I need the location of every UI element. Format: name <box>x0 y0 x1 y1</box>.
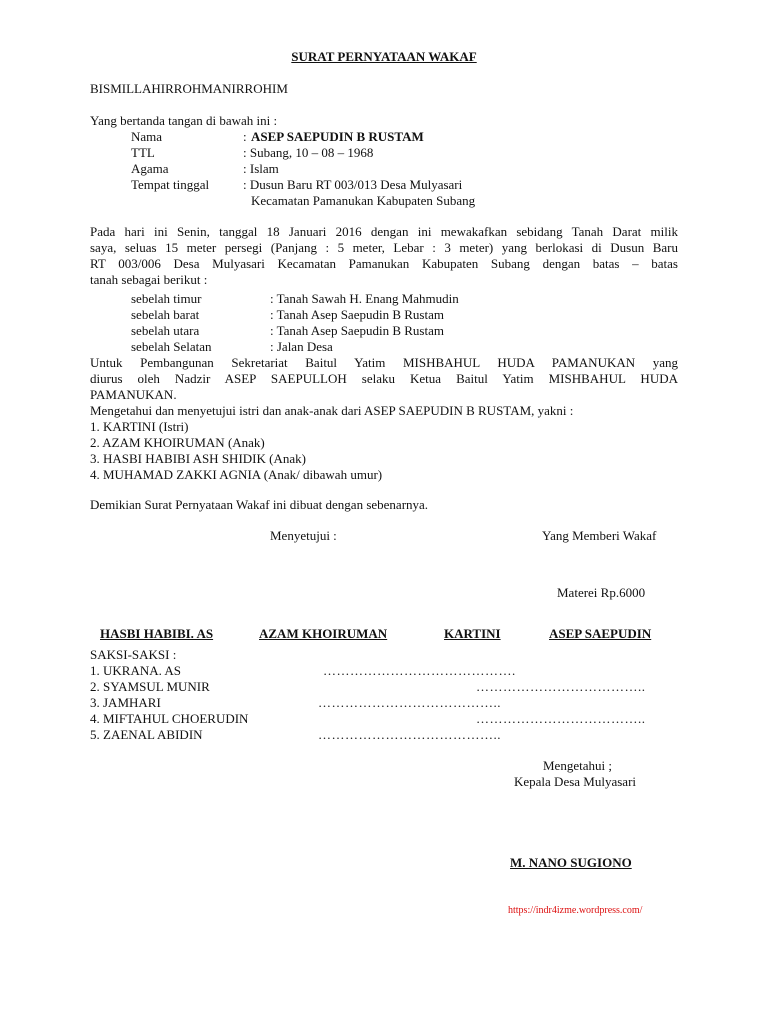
head-title: Kepala Desa Mulyasari <box>514 774 637 789</box>
know-label: Mengetahui ; <box>543 758 612 773</box>
agama-value: : Islam <box>243 161 279 176</box>
materai-note: Materei Rp.6000 <box>557 585 646 600</box>
witness-name: 5. ZAENAL ABIDIN <box>90 727 203 742</box>
purpose-line-1: Untuk Pembangunan Sekretariat Baitul Yatim MISHBAHUL HUDA PAMANUKAN yang <box>90 355 678 370</box>
name-value: ASEP SAEPUDIN B RUSTAM <box>251 129 424 144</box>
boundary-label-north: sebelah utara <box>131 323 200 338</box>
tinggal-value-2: Kecamatan Pamanukan Kabupaten Subang <box>251 193 476 208</box>
signatory-name: AZAM KHOIRUMAN <box>259 626 388 641</box>
purpose-line-3: PAMANUKAN. <box>90 387 177 402</box>
boundary-label-west: sebelah barat <box>131 307 200 322</box>
witness-signature-line: ……………………………………. <box>323 663 516 678</box>
source-url-link[interactable]: https://indr4izme.wordpress.com/ <box>508 905 643 916</box>
ttl-label: TTL <box>131 145 155 160</box>
boundary-label-east: sebelah timur <box>131 291 202 306</box>
signatory-name: HASBI HABIBI. AS <box>100 626 214 641</box>
boundary-value-east: : Tanah Sawah H. Enang Mahmudin <box>270 291 459 306</box>
family-item: 1. KARTINI (Istri) <box>90 419 189 434</box>
paragraph-line-1: Pada hari ini Senin, tanggal 18 Januari 2016 dengan ini mewakafkan sebidang Tanah Darat milik <box>90 224 678 239</box>
ttl-value: : Subang, 10 – 08 – 1968 <box>243 145 374 160</box>
purpose-line-2: diurus oleh Nadzir ASEP SAEPULLOH selaku Ketua Baitul Yatim MISHBAHUL HUDA <box>90 371 678 386</box>
name-colon: : <box>243 129 247 144</box>
witness-heading: SAKSI-SAKSI : <box>90 647 177 662</box>
tinggal-label: Tempat tinggal <box>131 177 210 192</box>
boundary-value-north: : Tanah Asep Saepudin B Rustam <box>270 323 444 338</box>
intro-text: Yang bertanda tangan di bawah ini : <box>90 113 278 128</box>
witness-signature-line: ………………………………….. <box>318 695 501 710</box>
document-title: SURAT PERNYATAAN WAKAF <box>291 49 477 64</box>
paragraph-line-2: saya, seluas 15 meter persegi (Panjang : 5 meter, Lebar : 3 meter) yang berlokasi di Dusun Baru <box>90 240 678 255</box>
witness-name: 4. MIFTAHUL CHOERUDIN <box>90 711 249 726</box>
signatory-name: KARTINI <box>444 626 501 641</box>
giver-label: Yang Memberi Wakaf <box>542 528 657 543</box>
family-item: 4. MUHAMAD ZAKKI AGNIA (Anak/ dibawah umur) <box>90 467 383 482</box>
opening-basmalah: BISMILLAHIRROHMANIRROHIM <box>90 81 288 96</box>
boundary-value-west: : Tanah Asep Saepudin B Rustam <box>270 307 444 322</box>
boundary-label-south: sebelah Selatan <box>131 339 212 354</box>
approve-label: Menyetujui : <box>270 528 337 543</box>
head-name: M. NANO SUGIONO <box>510 855 632 870</box>
paragraph-line-3: RT 003/006 Desa Mulyasari Kecamatan Pamanukan Kabupaten Subang dengan batas – batas <box>90 256 678 271</box>
agama-label: Agama <box>131 161 169 176</box>
closing-statement: Demikian Surat Pernyataan Wakaf ini dibuat dengan sebenarnya. <box>90 497 429 512</box>
tinggal-value-1: : Dusun Baru RT 003/013 Desa Mulyasari <box>243 177 463 192</box>
witness-signature-line: ………………………………….. <box>318 727 501 742</box>
boundary-value-south: : Jalan Desa <box>270 339 333 354</box>
name-label: Nama <box>131 129 163 144</box>
consent-intro: Mengetahui dan menyetujui istri dan anak-anak dari ASEP SAEPUDIN B RUSTAM, yakni : <box>90 403 574 418</box>
witness-signature-line: ……………………………….. <box>476 679 646 694</box>
paragraph-line-4: tanah sebagai berikut : <box>90 272 208 287</box>
witness-name: 3. JAMHARI <box>90 695 161 710</box>
witness-name: 1. UKRANA. AS <box>90 663 182 678</box>
family-item: 3. HASBI HABIBI ASH SHIDIK (Anak) <box>90 451 306 466</box>
witness-name: 2. SYAMSUL MUNIR <box>90 679 210 694</box>
witness-signature-line: ……………………………….. <box>476 711 646 726</box>
signatory-name: ASEP SAEPUDIN <box>549 626 652 641</box>
family-item: 2. AZAM KHOIRUMAN (Anak) <box>90 435 265 450</box>
